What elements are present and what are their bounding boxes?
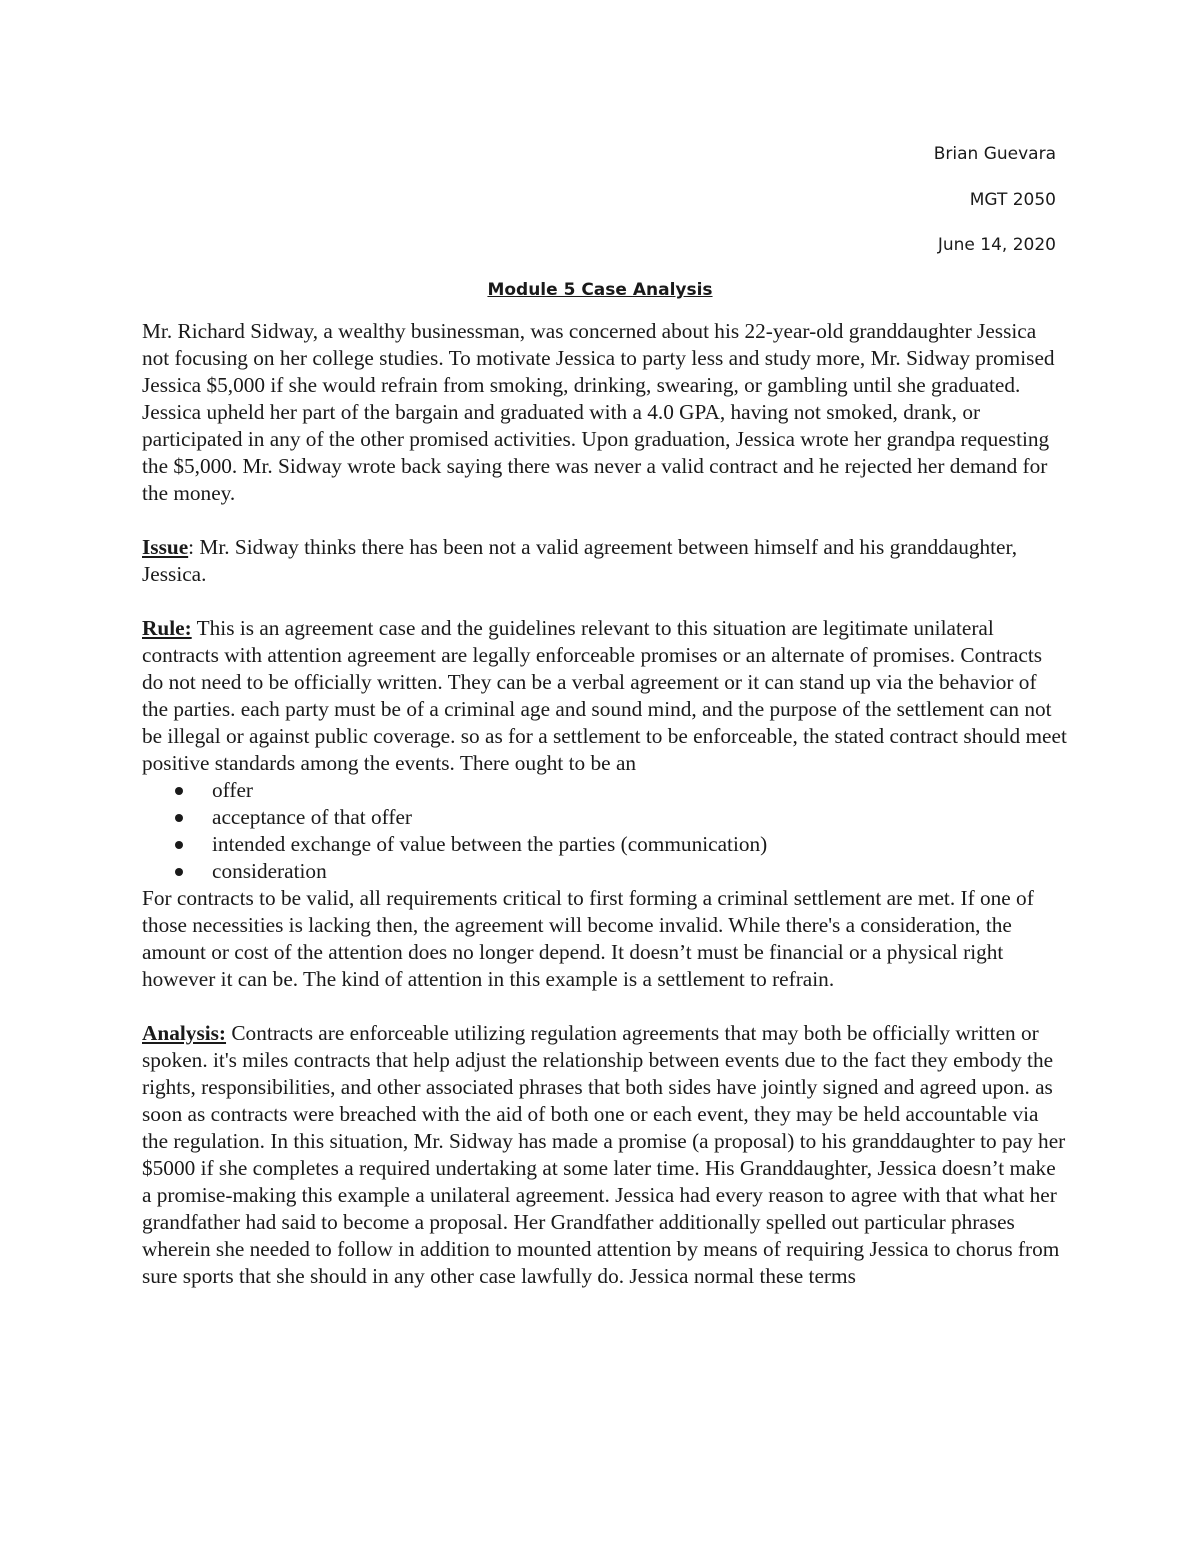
analysis-label: Analysis: (142, 1021, 227, 1045)
document-body (142, 318, 1067, 1290)
analysis-text: Contracts are enforceable utilizing regulation agreements that may both be officially written or spoken. it's miles contracts that help adjust the relationship between events due to the fact they embody the rights, responsibilities, and other associated phrases that both sides have jointly signed and agreed upon. as soon as contracts were breached with the aid of both one or each event, they may be held accountable via the regulation. In this situation, Mr. Sidway has made a promise (a proposal) to his granddaughter to pay her $5000 if she completes a required undertaking at some later time. His Granddaughter, Jessica doesn’t make a promise-making this example a unilateral agreement. Jessica had every reason to agree with that what her grandfather had said to become a proposal. Her Grandfather additionally spelled out particular phrases wherein she needed to follow in addition to mounted attention by means of requiring Jessica to chorus from sure sports that she should in any other case lawfully do. Jessica normal these terms (142, 1021, 1066, 1288)
intro-paragraph: Mr. Richard Sidway, a wealthy businessman, was concerned about his 22-year-old granddaughter Jessica not focusing on her college studies. To motivate Jessica to party less and study more, Mr. Sidway promised Jessica $5,000 if she would refrain from smoking, drinking, swearing, or gambling until she graduated. Jessica upheld her part of the bargain and graduated with a 4.0 GPA, having not smoked, drank, or participated in any of the other promised activities. Upon graduation, Jessica wrote her grandpa requesting the $5,000. Mr. Sidway wrote back saying there was never a valid contract and he rejected her demand for the money. (142, 319, 1055, 505)
issue-paragraph (142, 534, 1067, 588)
author-name: Brian Guevara (933, 144, 1056, 164)
issue-text: : Mr. Sidway thinks there has been not a valid agreement between himself and his granddaughter, Jessica. (142, 535, 1018, 586)
issue-label: Issue (142, 535, 189, 559)
rule-text: This is an agreement case and the guidelines relevant to this situation are legitimate unilateral contracts with attention agreement are legally enforceable promises or an alternate of promises. Contracts do not need to be officially written. They can be a verbal agreement or it can stand up via the behavior of the parties. each party must be of a criminal age and sound mind, and the purpose of the settlement can not be illegal or against public coverage. so as for a settlement to be enforceable, the stated contract should meet positive standards among the events. There ought to be an (142, 616, 1067, 775)
rule-followup-paragraph: For contracts to be valid, all requirements critical to first forming a criminal settlement are met. If one of those necessities is lacking then, the agreement will become invalid. While there's a consideration, the amount or cost of the attention does no longer depend. It doesn’t must be financial or a physical right however it can be. The kind of attention in this example is a settlement to refrain. (142, 886, 1034, 991)
rule-paragraph (142, 615, 1067, 777)
requirements-list (142, 777, 1067, 885)
list-item: intended exchange of value between the parties (communication) (142, 831, 1067, 858)
list-item: acceptance of that offer (142, 804, 1067, 831)
analysis-paragraph (142, 1020, 1067, 1290)
list-item: offer (142, 777, 1067, 804)
document-title: Module 5 Case Analysis (487, 280, 713, 300)
course-code: MGT 2050 (969, 190, 1056, 210)
document-header (934, 143, 1056, 256)
document-date: June 14, 2020 (937, 235, 1056, 255)
list-item: consideration (142, 858, 1067, 885)
rule-label: Rule: (142, 616, 192, 640)
